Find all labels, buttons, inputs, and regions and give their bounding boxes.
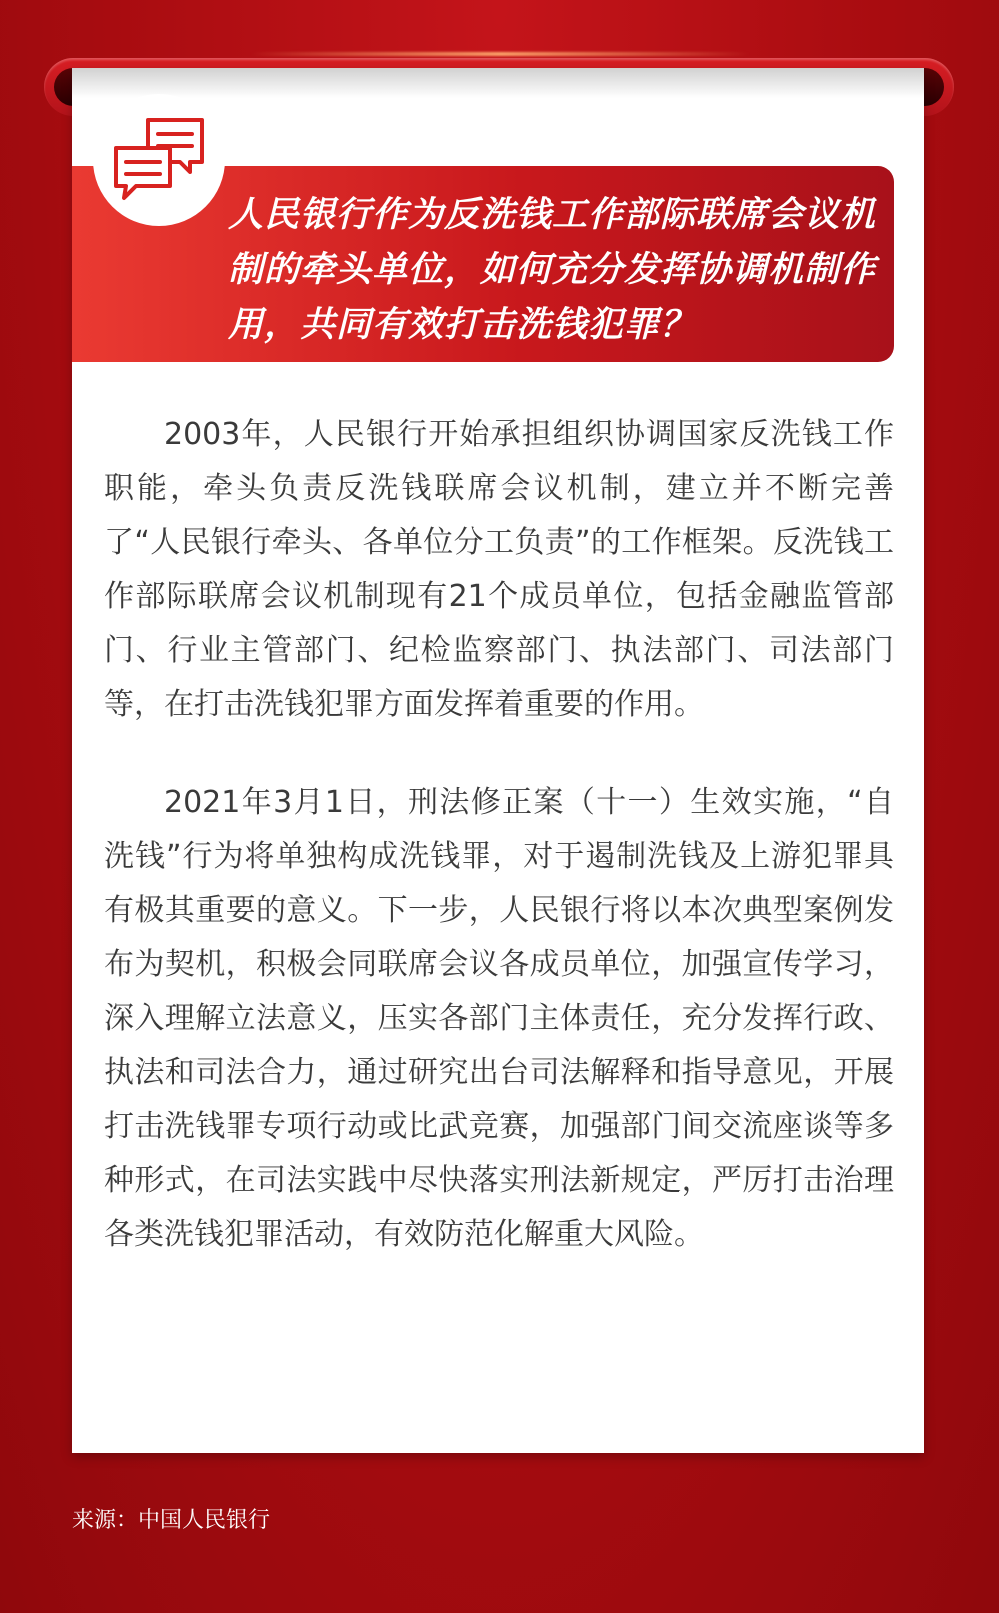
paper-top-shadow — [72, 68, 924, 98]
source-credit: 来源：中国人民银行 — [72, 1508, 271, 1533]
article-body — [104, 408, 894, 1306]
top-glow — [250, 52, 750, 56]
paragraph-2: 2021年3月1日，刑法修正案（十一）生效实施，“自洗钱”行为将单独构成洗钱罪，对于遏制洗钱及上游犯罪具有极其重要的意义。下一步，人民银行将以本次典型案例发布为契机，积极会同联席会议各成员单位，加强宣传学习，深入理解立法意义，压实各部门主体责任，充分发挥行政、执法和司法合力，通过研究出台司法解释和指导意见，开展打击洗钱罪专项行动或比武竞赛，加强部门间交流座谈等多种形式，在司法实践中尽快落实刑法新规定，严厉打击治理各类洗钱犯罪活动，有效防范化解重大风险。 — [104, 785, 894, 1252]
paragraph-1: 2003年，人民银行开始承担组织协调国家反洗钱工作职能，牵头负责反洗钱联席会议机制，建立并不断完善了“人民银行牵头、各单位分工负责”的工作框架。反洗钱工作部际联席会议机制现有21个成员单位，包括金融监管部门、行业主管部门、纪检监察部门、执法部门、司法部门等，在打击洗钱犯罪方面发挥着重要的作用。 — [104, 417, 894, 722]
page-title: 人民银行作为反洗钱工作部际联席会议机制的牵头单位，如何充分发挥协调机制作用，共同有效打击洗钱犯罪？ — [228, 195, 877, 345]
chat-bubbles-icon — [110, 114, 210, 204]
